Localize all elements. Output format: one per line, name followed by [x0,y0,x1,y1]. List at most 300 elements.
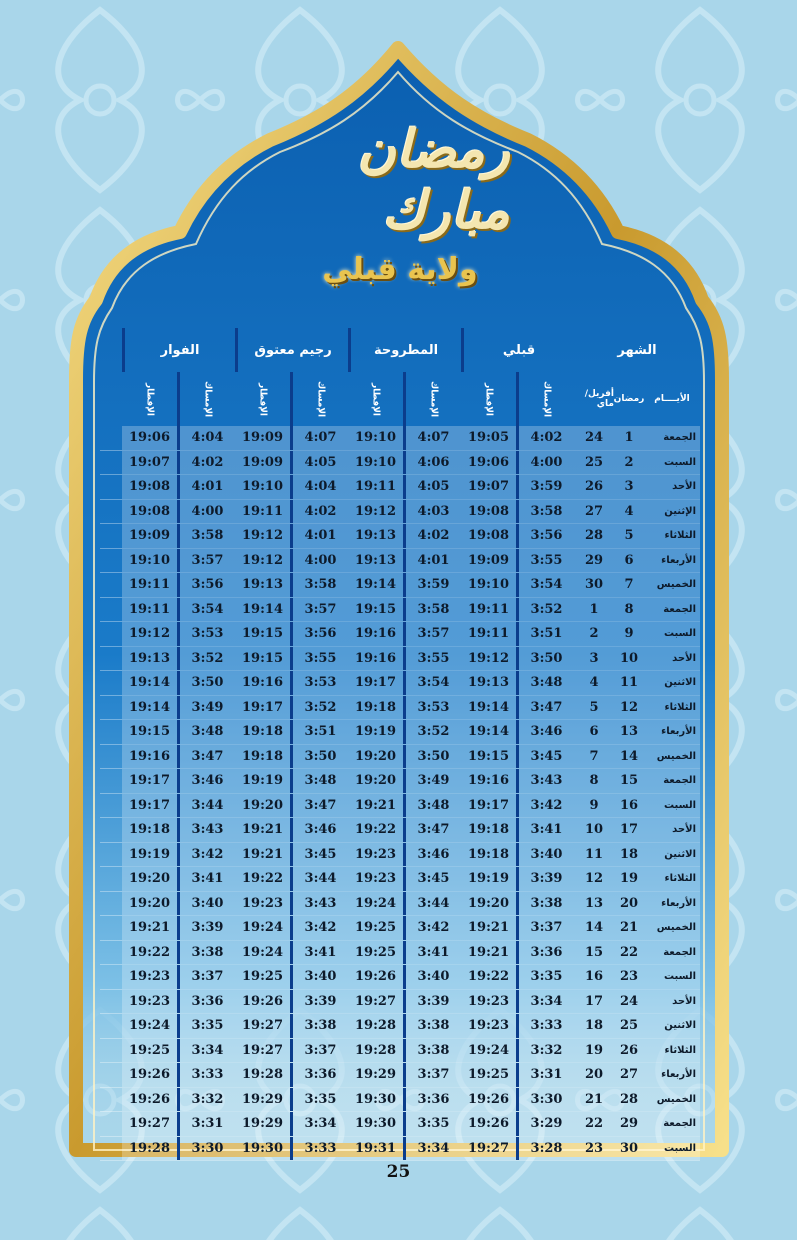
ramadan-day-cell: 2 [614,451,644,475]
day-cell: الخميس [644,745,700,769]
imsak-cell: 3:55 [290,647,348,671]
gregorian-day-cell: 14 [574,916,614,940]
imsak-cell: 3:40 [403,965,461,989]
imsak-cell: 3:48 [403,794,461,818]
iftar-cell: 19:07 [122,451,177,475]
gregorian-day-cell: 9 [574,794,614,818]
iftar-cell: 19:20 [461,892,516,916]
imsak-cell: 3:58 [403,598,461,622]
iftar-header: الإفطار [144,382,155,416]
imsak-cell: 4:00 [177,500,235,524]
iftar-cell: 19:16 [348,622,403,646]
iftar-cell: 19:24 [235,941,290,965]
gregorian-day-cell: 11 [574,843,614,867]
imsak-cell: 3:39 [290,990,348,1014]
iftar-cell: 19:25 [122,1039,177,1063]
day-cell: الأربعاء [644,720,700,744]
iftar-cell: 19:13 [348,549,403,573]
imsak-cell: 3:30 [516,1088,574,1112]
ramadan-day-cell: 9 [614,622,644,646]
group-header-3: الفوار [122,328,235,372]
imsak-cell: 3:52 [177,647,235,671]
day-cell: الثلاثاء [644,696,700,720]
imsak-cell: 3:38 [403,1039,461,1063]
imsak-cell: 3:48 [516,671,574,695]
iftar-cell: 19:29 [235,1088,290,1112]
table-sub-header [100,372,700,426]
iftar-cell: 19:13 [122,647,177,671]
day-cell: الأحد [644,475,700,499]
ramadan-day-cell: 5 [614,524,644,548]
ramadan-day-cell: 8 [614,598,644,622]
day-cell: السبت [644,965,700,989]
gregorian-day-cell: 3 [574,647,614,671]
day-cell: السبت [644,622,700,646]
iftar-cell: 19:20 [122,892,177,916]
iftar-cell: 19:29 [235,1112,290,1136]
imsak-cell: 3:37 [290,1039,348,1063]
imsak-cell: 4:02 [290,500,348,524]
day-cell: الاثنين [644,1014,700,1038]
iftar-cell: 19:18 [461,843,516,867]
imsak-cell: 3:49 [403,769,461,793]
iftar-cell: 19:16 [461,769,516,793]
iftar-cell: 19:21 [235,818,290,842]
iftar-cell: 19:08 [122,500,177,524]
imsak-cell: 3:52 [403,720,461,744]
iftar-cell: 19:23 [348,843,403,867]
gregorian-day-cell: 16 [574,965,614,989]
imsak-cell: 3:53 [403,696,461,720]
table-group-header [100,328,700,372]
day-cell: الأربعاء [644,892,700,916]
gregorian-day-cell: 2 [574,622,614,646]
imsak-cell: 3:32 [177,1088,235,1112]
imsak-cell: 3:36 [516,941,574,965]
gregorian-day-cell: 10 [574,818,614,842]
table-row [100,1137,700,1162]
imsak-cell: 3:56 [290,622,348,646]
imsak-cell: 3:58 [177,524,235,548]
iftar-cell: 19:23 [122,965,177,989]
imsak-header: الإمساك [516,372,574,426]
iftar-cell: 19:30 [235,1137,290,1161]
imsak-cell: 3:37 [403,1063,461,1087]
iftar-cell: 19:14 [461,696,516,720]
ramadan-column-header: رمضان [613,394,645,404]
table-body [100,426,700,1161]
imsak-cell: 3:58 [290,573,348,597]
ramadan-day-cell: 24 [614,990,644,1014]
table-row [100,990,700,1015]
day-cell: الثلاثاء [644,524,700,548]
imsak-cell: 3:33 [516,1014,574,1038]
imsak-cell: 4:05 [290,451,348,475]
day-cell: الأحد [644,647,700,671]
group-header-1: المطروحة [348,328,461,372]
imsak-cell: 3:45 [403,867,461,891]
iftar-cell: 19:22 [461,965,516,989]
iftar-cell: 19:19 [122,843,177,867]
gregorian-day-cell: 18 [574,1014,614,1038]
ramadan-day-cell: 26 [614,1039,644,1063]
iftar-cell: 19:25 [235,965,290,989]
imsak-cell: 3:47 [177,745,235,769]
imsak-cell: 3:56 [516,524,574,548]
imsak-cell: 3:39 [177,916,235,940]
iftar-cell: 19:11 [122,573,177,597]
day-cell: الجمعة [644,941,700,965]
gregorian-day-cell: 20 [574,1063,614,1087]
imsak-cell: 3:41 [290,941,348,965]
month-header: الشهر [617,342,657,358]
iftar-cell: 19:20 [348,745,403,769]
day-cell: الثلاثاء [644,1039,700,1063]
ramadan-day-cell: 16 [614,794,644,818]
iftar-cell: 19:19 [348,720,403,744]
table-row [100,916,700,941]
region-title: ولاية قبلي [322,252,478,287]
iftar-cell: 19:26 [235,990,290,1014]
iftar-cell: 19:28 [122,1137,177,1161]
iftar-cell: 19:09 [461,549,516,573]
imsak-cell: 3:40 [290,965,348,989]
iftar-cell: 19:12 [461,647,516,671]
iftar-cell: 19:27 [235,1039,290,1063]
imsak-cell: 4:01 [403,549,461,573]
imsak-cell: 3:45 [290,843,348,867]
iftar-cell: 19:05 [461,426,516,450]
imsak-cell: 3:41 [403,941,461,965]
imsak-cell: 3:30 [177,1137,235,1161]
iftar-cell: 19:22 [235,867,290,891]
iftar-cell: 19:18 [122,818,177,842]
gregorian-day-cell: 15 [574,941,614,965]
iftar-cell: 19:14 [235,598,290,622]
iftar-cell: 19:29 [348,1063,403,1087]
iftar-cell: 19:22 [348,818,403,842]
iftar-cell: 19:24 [348,892,403,916]
iftar-cell: 19:26 [348,965,403,989]
iftar-cell: 19:16 [348,647,403,671]
table-row [100,1063,700,1088]
gregorian-day-cell: 29 [574,549,614,573]
prayer-times-table [100,328,700,1161]
imsak-cell: 3:34 [177,1039,235,1063]
table-row [100,647,700,672]
imsak-header: الإمساك [177,372,235,426]
imsak-cell: 3:35 [403,1112,461,1136]
imsak-cell: 4:03 [403,500,461,524]
imsak-cell: 3:33 [177,1063,235,1087]
imsak-cell: 3:44 [177,794,235,818]
table-row [100,1088,700,1113]
imsak-cell: 4:01 [177,475,235,499]
imsak-cell: 3:48 [177,720,235,744]
imsak-cell: 3:37 [516,916,574,940]
iftar-cell: 19:08 [461,500,516,524]
imsak-cell: 3:57 [177,549,235,573]
iftar-cell: 19:11 [461,622,516,646]
gregorian-day-cell: 7 [574,745,614,769]
iftar-cell: 19:15 [348,598,403,622]
gregorian-day-cell: 13 [574,892,614,916]
gregorian-day-cell: 30 [574,573,614,597]
iftar-cell: 19:25 [348,916,403,940]
ramadan-day-cell: 23 [614,965,644,989]
table-row [100,426,700,451]
iftar-cell: 19:26 [461,1112,516,1136]
day-cell: الخميس [644,916,700,940]
day-cell: الإثنين [644,500,700,524]
iftar-cell: 19:18 [235,745,290,769]
ramadan-day-cell: 17 [614,818,644,842]
imsak-cell: 4:00 [516,451,574,475]
day-cell: الخميس [644,573,700,597]
day-cell: السبت [644,451,700,475]
group-header-0: قبلي [461,328,574,372]
imsak-cell: 3:35 [516,965,574,989]
iftar-cell: 19:21 [348,794,403,818]
imsak-cell: 3:53 [177,622,235,646]
iftar-cell: 19:09 [235,426,290,450]
ramadan-day-cell: 4 [614,500,644,524]
iftar-cell: 19:12 [235,549,290,573]
imsak-cell: 3:38 [516,892,574,916]
imsak-cell: 3:46 [516,720,574,744]
gregorian-day-cell: 22 [574,1112,614,1136]
imsak-cell: 4:02 [403,524,461,548]
iftar-cell: 19:31 [348,1137,403,1161]
imsak-cell: 3:47 [290,794,348,818]
imsak-cell: 3:42 [290,916,348,940]
iftar-cell: 19:14 [461,720,516,744]
day-column-header: الأيــــام [654,394,690,404]
imsak-cell: 3:31 [516,1063,574,1087]
iftar-cell: 19:16 [122,745,177,769]
imsak-cell: 3:36 [403,1088,461,1112]
gregorian-day-cell: 8 [574,769,614,793]
day-cell: الاثنين [644,671,700,695]
iftar-cell: 19:12 [235,524,290,548]
imsak-cell: 3:40 [516,843,574,867]
imsak-cell: 3:52 [290,696,348,720]
table-row [100,1039,700,1064]
iftar-cell: 19:13 [461,671,516,695]
ramadan-day-cell: 19 [614,867,644,891]
iftar-cell: 19:15 [235,647,290,671]
imsak-cell: 3:39 [403,990,461,1014]
table-row [100,622,700,647]
iftar-cell: 19:19 [461,867,516,891]
iftar-cell: 19:25 [348,941,403,965]
ramadan-day-cell: 12 [614,696,644,720]
table-row [100,696,700,721]
gregorian-day-cell: 12 [574,867,614,891]
iftar-cell: 19:15 [461,745,516,769]
iftar-cell: 19:16 [235,671,290,695]
gregorian-day-cell: 26 [574,475,614,499]
imsak-cell: 3:34 [290,1112,348,1136]
iftar-cell: 19:23 [461,1014,516,1038]
day-cell: الأحد [644,990,700,1014]
imsak-cell: 3:44 [290,867,348,891]
iftar-cell: 19:25 [461,1063,516,1087]
ramadan-day-cell: 13 [614,720,644,744]
table-row [100,769,700,794]
ramadan-day-cell: 10 [614,647,644,671]
iftar-cell: 19:13 [348,524,403,548]
ramadan-day-cell: 30 [614,1137,644,1161]
imsak-cell: 3:38 [177,941,235,965]
day-cell: الاثنين [644,843,700,867]
imsak-cell: 3:53 [290,671,348,695]
page-number: 25 [386,1162,411,1182]
iftar-cell: 19:17 [235,696,290,720]
iftar-cell: 19:09 [235,451,290,475]
iftar-cell: 19:27 [348,990,403,1014]
table-row [100,549,700,574]
gregorian-day-cell: 27 [574,500,614,524]
imsak-cell: 3:36 [177,990,235,1014]
iftar-cell: 19:26 [122,1088,177,1112]
iftar-cell: 19:10 [461,573,516,597]
table-row [100,1014,700,1039]
ramadan-day-cell: 1 [614,426,644,450]
iftar-cell: 19:21 [235,843,290,867]
imsak-cell: 3:43 [290,892,348,916]
imsak-cell: 4:04 [177,426,235,450]
iftar-cell: 19:19 [235,769,290,793]
imsak-cell: 3:46 [403,843,461,867]
imsak-cell: 3:50 [177,671,235,695]
table-row [100,941,700,966]
iftar-cell: 19:21 [461,941,516,965]
iftar-cell: 19:11 [461,598,516,622]
ramadan-day-cell: 27 [614,1063,644,1087]
iftar-cell: 19:21 [122,916,177,940]
iftar-cell: 19:15 [235,622,290,646]
iftar-cell: 19:27 [122,1112,177,1136]
gregorian-day-cell: 17 [574,990,614,1014]
iftar-cell: 19:13 [235,573,290,597]
table-row [100,794,700,819]
iftar-cell: 19:24 [461,1039,516,1063]
iftar-cell: 19:26 [122,1063,177,1087]
imsak-cell: 3:40 [177,892,235,916]
imsak-cell: 3:50 [403,745,461,769]
iftar-cell: 19:17 [122,794,177,818]
ramadan-day-cell: 28 [614,1088,644,1112]
table-row [100,524,700,549]
imsak-cell: 3:41 [177,867,235,891]
ramadan-day-cell: 15 [614,769,644,793]
imsak-cell: 3:54 [516,573,574,597]
table-row [100,867,700,892]
iftar-cell: 19:06 [122,426,177,450]
gregorian-day-cell: 25 [574,451,614,475]
iftar-cell: 19:23 [122,990,177,1014]
imsak-header: الإمساك [290,372,348,426]
iftar-cell: 19:28 [235,1063,290,1087]
imsak-cell: 3:32 [516,1039,574,1063]
imsak-cell: 4:00 [290,549,348,573]
imsak-cell: 3:51 [290,720,348,744]
iftar-cell: 19:12 [122,622,177,646]
iftar-header: الإفطار [370,382,381,416]
table-row [100,892,700,917]
imsak-cell: 3:52 [516,598,574,622]
table-row [100,843,700,868]
imsak-cell: 4:06 [403,451,461,475]
imsak-cell: 3:42 [403,916,461,940]
imsak-cell: 4:02 [177,451,235,475]
imsak-cell: 3:49 [177,696,235,720]
ramadan-day-cell: 25 [614,1014,644,1038]
ramadan-mubarak-calligraphy: رمضان مبارك [357,119,510,241]
table-row [100,671,700,696]
imsak-cell: 3:56 [177,573,235,597]
iftar-cell: 19:10 [348,426,403,450]
iftar-cell: 19:26 [461,1088,516,1112]
imsak-cell: 3:54 [403,671,461,695]
gregorian-day-cell: 6 [574,720,614,744]
imsak-cell: 3:41 [516,818,574,842]
imsak-cell: 3:28 [516,1137,574,1161]
iftar-cell: 19:30 [348,1112,403,1136]
ramadan-day-cell: 21 [614,916,644,940]
imsak-cell: 3:31 [177,1112,235,1136]
iftar-cell: 19:28 [348,1039,403,1063]
iftar-cell: 19:17 [461,794,516,818]
gregorian-day-cell: 28 [574,524,614,548]
day-cell: الخميس [644,1088,700,1112]
iftar-header: الإفطار [257,382,268,416]
day-cell: الثلاثاء [644,867,700,891]
table-row [100,745,700,770]
iftar-cell: 19:24 [122,1014,177,1038]
ramadan-day-cell: 20 [614,892,644,916]
day-cell: السبت [644,1137,700,1161]
table-row [100,1112,700,1137]
iftar-cell: 19:21 [461,916,516,940]
day-cell: الجمعة [644,1112,700,1136]
imsak-cell: 3:33 [290,1137,348,1161]
imsak-cell: 3:34 [516,990,574,1014]
imsak-cell: 3:38 [290,1014,348,1038]
iftar-cell: 19:10 [235,475,290,499]
table-row [100,818,700,843]
gregorian-day-cell: 5 [574,696,614,720]
day-cell: الجمعة [644,598,700,622]
iftar-cell: 19:09 [122,524,177,548]
imsak-cell: 4:07 [290,426,348,450]
imsak-cell: 3:59 [403,573,461,597]
table-row [100,720,700,745]
iftar-cell: 19:23 [348,867,403,891]
gregorian-day-cell: 23 [574,1137,614,1161]
iftar-header: الإفطار [483,382,494,416]
imsak-cell: 3:43 [177,818,235,842]
iftar-cell: 19:10 [348,451,403,475]
imsak-cell: 4:04 [290,475,348,499]
iftar-cell: 19:11 [348,475,403,499]
ramadan-day-cell: 11 [614,671,644,695]
gregorian-day-cell: 21 [574,1088,614,1112]
imsak-cell: 3:58 [516,500,574,524]
iftar-cell: 19:11 [235,500,290,524]
ramadan-day-cell: 18 [614,843,644,867]
